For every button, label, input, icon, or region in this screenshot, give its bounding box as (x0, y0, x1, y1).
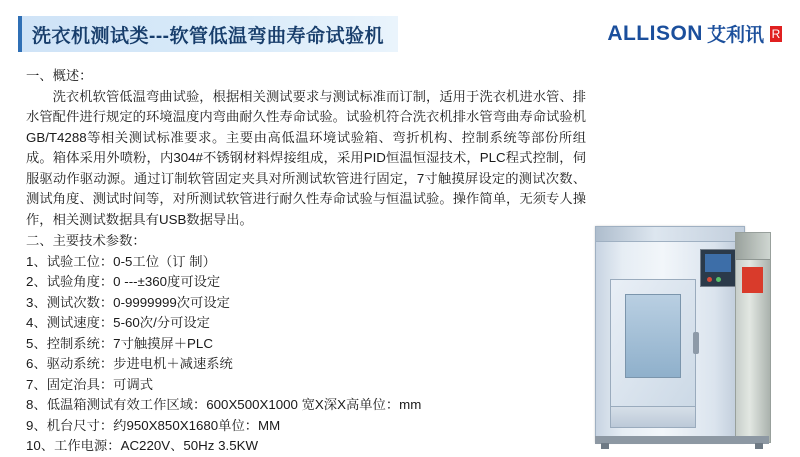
power-indicator-icon (707, 277, 712, 282)
list-item: 10、工作电源：AC220V、50Hz 3.5KW (26, 438, 259, 453)
machine-leg (601, 443, 609, 449)
brand-logo (607, 20, 782, 47)
machine-leg (755, 443, 763, 449)
section-1-body: 洗衣机软管低温弯曲试验，根据相关测试要求与测试标准而订制，适用于洗衣机进水管、排水管配件进行规定的环境温度内弯曲耐久性寿命试验。试验机符合洗衣机排水管弯曲寿命试验机GB/T4288等相关测试标准要求。主要由高低温环境试验箱、弯折机构、控制系统等部份所组成。箱体采用外喷粉，内304#不锈钢材料焊接组成，采用PID恒温恒湿技术，PLC程式控制，伺服驱动作驱动源。通过订制软管固定夹具对所测试软管进行固定，7寸触摸屏设定的测试次数、测试角度、测试时间等，对所测试软管进行耐久性寿命试验与恒温试验。操作简单，无须专人操作，相关测试数据具有USB数据导出。 (26, 88, 586, 227)
list-item: 1、试验工位：0-5工位（订 制） (26, 253, 216, 269)
status-indicator-icon (716, 277, 721, 282)
registered-trademark-icon: R (771, 26, 781, 41)
list-item: 9、机台尺寸：约950X850X1680单位：MM (26, 417, 281, 433)
list-item: 4、测试速度：5-60次/分可设定 (26, 315, 210, 330)
side-control-cabinet (735, 232, 771, 443)
machine-base (595, 436, 769, 444)
list-item: 7、固定治具：可调式 (26, 376, 154, 392)
list-item: 6、驱动系统：步进电机＋减速系统 (26, 356, 233, 371)
list-item: 3、测试次数：0-9999999次可设定 (26, 294, 230, 310)
page-header (18, 16, 782, 58)
cabinet-top-panel (736, 233, 770, 260)
page-title: 洗衣机测试类---软管低温弯曲寿命试验机 (32, 25, 384, 47)
product-photo (553, 212, 788, 444)
chamber-top-panel (596, 227, 744, 242)
chamber-door (610, 279, 696, 407)
list-item: 2、试验角度：0 ---±360度可设定 (26, 274, 221, 289)
warning-label (742, 267, 763, 293)
title-banner (18, 16, 398, 52)
lower-vent-panel (610, 406, 696, 428)
door-handle (693, 332, 699, 354)
door-window (625, 294, 681, 378)
document-body (26, 66, 586, 457)
list-item: 8、低温箱测试有效工作区域：600X500X1000 宽X深X高单位：mm (26, 397, 422, 412)
section-2-heading: 二、主要技术参数： (26, 233, 146, 248)
specification-list (26, 252, 586, 457)
brand-name-cn: 艾利讯 (706, 25, 764, 46)
control-panel (700, 249, 736, 287)
section-1-heading: 一、概述： (26, 68, 93, 83)
brand-name-en: ALLISON (607, 21, 703, 45)
list-item: 5、控制系统：7寸触摸屏＋PLC (26, 335, 213, 351)
test-chamber-body (595, 226, 745, 443)
touchscreen-display (705, 254, 731, 272)
